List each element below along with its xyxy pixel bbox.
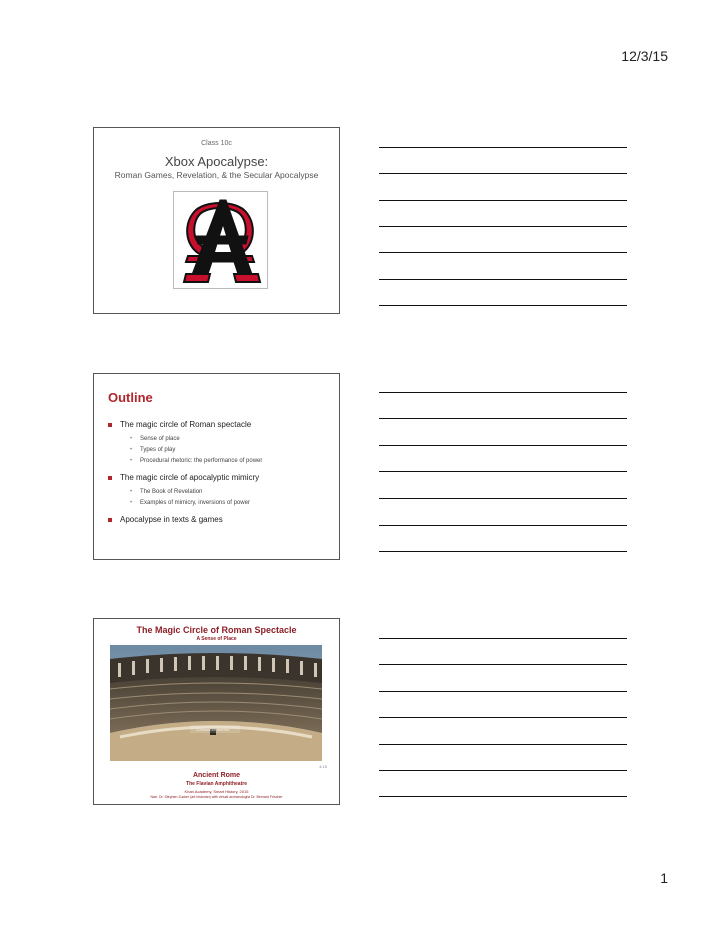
outline-subitem: • Sense of place (108, 434, 333, 445)
outline-subitem: • Types of play (108, 445, 333, 456)
class-label: Class 10c (201, 140, 232, 147)
slide-subtitle: A Sense of Place (196, 636, 237, 642)
outline-item-3: Apocalypse in texts & games (108, 515, 333, 525)
outline-item-2: The magic circle of apocalyptic mimicry (108, 473, 333, 483)
slide-thumbnail-3 (93, 618, 340, 805)
video-duration: 4:15 (319, 764, 327, 769)
slide-title: Xbox Apocalypse: (164, 154, 269, 169)
outline-item-1: The magic circle of Roman spectacle (108, 420, 333, 430)
notes-area-1 (379, 147, 627, 307)
outline-subitem: • Procedural rhetoric: the performance of power (108, 456, 333, 467)
page-date: 12/3/15 (621, 48, 668, 64)
notes-area-2 (379, 392, 627, 552)
caption-credits: Narr. Dr. Stephen Zucker (art historian) with virtual archaeologist Dr. Bernard Frischer (150, 795, 283, 799)
slide-title: The Magic Circle of Roman Spectacle (136, 625, 297, 635)
caption-title: Ancient Rome (192, 772, 241, 779)
slide-subtitle: Roman Games, Revelation, & the Secular Apocalypse (114, 170, 319, 180)
colosseum-image (110, 645, 322, 761)
slide-thumbnail-1 (93, 127, 340, 314)
image-label: Colosseum interior (196, 727, 230, 732)
caption-subtitle: The Flavian Amphitheatre (186, 781, 247, 787)
caption-source: Khan Academy, Smart History, 2015 (184, 789, 249, 794)
alpha-omega-icon (173, 191, 268, 289)
page-number: 1 (660, 870, 668, 886)
slide-thumbnail-2 (93, 373, 340, 560)
outline-subitem: • Examples of mimicry, inversions of power (108, 498, 333, 509)
slide-title: Outline (108, 390, 153, 405)
outline-list (108, 420, 333, 531)
outline-subitem: • The Book of Revelation (108, 487, 333, 498)
notes-area-3 (379, 638, 627, 798)
